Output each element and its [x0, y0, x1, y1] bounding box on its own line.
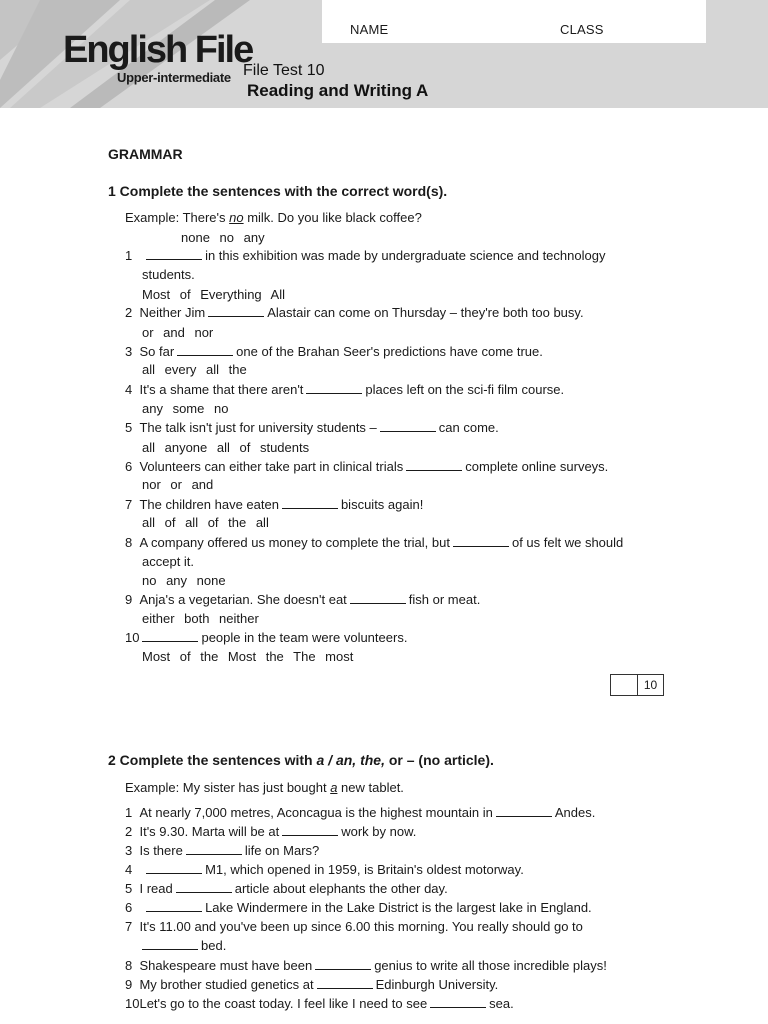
ex1-item-10	[125, 630, 407, 645]
item-text: At nearly 7,000 metres, Aconcagua is the highest mountain in	[139, 805, 493, 820]
item-text: genius to write all those incredible plays!	[374, 958, 607, 973]
brand-level: Upper-intermediate	[117, 70, 231, 85]
answer-blank[interactable]	[146, 248, 202, 260]
item-text: of us felt we should	[511, 535, 624, 550]
answer-blank[interactable]	[315, 958, 371, 970]
item-number: 10	[125, 630, 140, 645]
exercise-1-instruction: 1 Complete the sentences with the correct word(s).	[108, 183, 448, 199]
item-text: fish or meat.	[408, 592, 481, 607]
exercise-2-example	[125, 780, 404, 795]
item-number: 7	[125, 497, 133, 512]
header-corner-curve	[708, 0, 768, 108]
item-text: life on Mars?	[244, 843, 320, 858]
example-options: none no any	[181, 230, 265, 245]
item-text: complete online surveys.	[465, 459, 609, 474]
ex1-item-10-options: Most of the Most the The most	[142, 649, 354, 664]
ex2-item-1	[125, 805, 595, 820]
item-text: work by now.	[341, 824, 417, 839]
example-answer: a	[330, 780, 338, 795]
ex2-item-2	[125, 824, 416, 839]
item-text: in this exhibition was made by undergraduate science and technology	[205, 248, 606, 263]
item-text: M1, which opened in 1959, is Britain's oldest motorway.	[205, 862, 524, 877]
item-text: Shakespeare must have been	[139, 958, 313, 973]
ex1-item-6-options: nor or and	[142, 477, 214, 492]
answer-blank[interactable]	[496, 805, 552, 817]
item-number: 9	[125, 977, 133, 992]
item-text: Andes.	[554, 805, 596, 820]
exercise-1-example	[125, 210, 422, 225]
item-number: 10	[125, 996, 140, 1011]
answer-blank[interactable]	[430, 996, 486, 1008]
item-text: places left on the sci-fi film course.	[365, 382, 565, 397]
item-number: 8	[125, 958, 133, 973]
ex1-item-5	[125, 420, 499, 435]
test-number: File Test 10	[243, 62, 325, 79]
answer-blank[interactable]	[350, 592, 406, 604]
name-label: NAME	[350, 22, 389, 37]
item-text: So far	[139, 344, 175, 359]
example-text: Example: There's	[125, 210, 230, 225]
example-answer: no	[229, 210, 244, 225]
ex1-item-2	[125, 305, 584, 320]
item-number: 9	[125, 592, 133, 607]
item-number: 5	[125, 420, 133, 435]
item-text: can come.	[438, 420, 499, 435]
item-text: Anja's a vegetarian. She doesn't eat	[139, 592, 347, 607]
item-number: 4	[125, 382, 133, 397]
item-number: 6	[125, 459, 133, 474]
instruction-text: 2 Complete the sentences with	[108, 752, 317, 768]
item-number: 7	[125, 919, 133, 934]
item-text: people in the team were volunteers.	[201, 630, 408, 645]
class-label: CLASS	[560, 22, 604, 37]
item-text: Volunteers can either take part in clinical trials	[139, 459, 404, 474]
ex1-item-5-options: all anyone all of students	[142, 440, 310, 455]
item-text: Alastair can come on Thursday – they're both too busy.	[267, 305, 584, 320]
instruction-text: or – (no article).	[384, 752, 494, 768]
answer-blank[interactable]	[176, 881, 232, 893]
ex1-item-7	[125, 497, 423, 512]
page-header	[0, 0, 768, 108]
item-text: A company offered us money to complete the trial, but	[139, 535, 450, 550]
ex1-item-1-cont: students.	[142, 267, 195, 282]
item-text: sea.	[489, 996, 514, 1011]
answer-blank[interactable]	[186, 843, 242, 855]
ex1-item-3	[125, 344, 543, 359]
ex1-item-8-cont: accept it.	[142, 554, 195, 569]
item-text: bed.	[201, 938, 227, 953]
example-text: Example: My sister has just bought	[125, 780, 331, 795]
item-text: It's 9.30. Marta will be at	[139, 824, 280, 839]
item-number: 6	[125, 900, 133, 915]
item-number: 5	[125, 881, 133, 896]
item-text: The children have eaten	[139, 497, 279, 512]
ex2-item-8	[125, 958, 607, 973]
item-text: biscuits again!	[340, 497, 424, 512]
item-number: 2	[125, 824, 133, 839]
ex1-item-9	[125, 592, 480, 607]
ex2-item-6	[125, 900, 592, 915]
item-text: Is there	[139, 843, 183, 858]
test-subtitle: Reading and Writing A	[247, 81, 429, 100]
item-text: I read	[139, 881, 173, 896]
ex1-item-7-options: all of all of the all	[142, 515, 269, 530]
answer-blank[interactable]	[146, 862, 202, 874]
item-text: Lake Windermere in the Lake District is the largest lake in England.	[205, 900, 592, 915]
answer-blank[interactable]	[306, 382, 362, 394]
answer-blank[interactable]	[146, 900, 202, 912]
ex1-item-2-options: or and nor	[142, 325, 214, 340]
ex1-item-9-options: either both neither	[142, 611, 259, 626]
ex1-item-3-options: all every all the	[142, 362, 247, 377]
ex1-item-4-options: any some no	[142, 401, 229, 416]
answer-blank[interactable]	[282, 824, 338, 836]
ex1-item-6	[125, 459, 608, 474]
item-text: It's 11.00 and you've been up since 6.00 this morning. You really should go to	[139, 919, 583, 934]
item-number: 2	[125, 305, 133, 320]
answer-blank[interactable]	[282, 497, 338, 509]
ex2-item-3	[125, 843, 319, 858]
item-text: Neither Jim	[139, 305, 206, 320]
ex2-item-10	[125, 996, 514, 1011]
answer-blank[interactable]	[208, 305, 264, 317]
item-number: 1	[125, 805, 133, 820]
item-number: 1	[125, 248, 133, 263]
item-text: article about elephants the other day.	[234, 881, 448, 896]
example-text: new tablet.	[337, 780, 404, 795]
ex2-item-4	[125, 862, 524, 877]
brand-logo: English File	[63, 29, 253, 71]
exercise-1-score-box[interactable]	[610, 674, 664, 696]
section-heading-grammar: GRAMMAR	[108, 146, 183, 162]
answer-blank[interactable]	[406, 459, 462, 471]
item-text: The talk isn't just for university students –	[139, 420, 377, 435]
exercise-2-instruction	[108, 752, 494, 768]
ex1-item-1	[125, 248, 605, 263]
item-number: 3	[125, 843, 133, 858]
answer-blank[interactable]	[453, 535, 509, 547]
item-number: 4	[125, 862, 133, 877]
ex1-item-1-options: Most of Everything All	[142, 287, 285, 302]
ex1-item-8-options: no any none	[142, 573, 226, 588]
answer-blank[interactable]	[142, 938, 198, 950]
example-text: milk. Do you like black coffee?	[243, 210, 422, 225]
ex2-item-9	[125, 977, 498, 992]
item-text: Let's go to the coast today. I feel like I need to see	[139, 996, 428, 1011]
item-text: Edinburgh University.	[375, 977, 499, 992]
answer-blank[interactable]	[142, 630, 198, 642]
item-text: one of the Brahan Seer's predictions have come true.	[236, 344, 543, 359]
instruction-italic: a / an, the,	[316, 752, 385, 768]
item-text: It's a shame that there aren't	[139, 382, 304, 397]
answer-blank[interactable]	[317, 977, 373, 989]
item-number: 3	[125, 344, 133, 359]
item-text: My brother studied genetics at	[139, 977, 314, 992]
score-entry[interactable]	[611, 675, 638, 695]
answer-blank[interactable]	[380, 420, 436, 432]
ex2-item-5	[125, 881, 448, 896]
answer-blank[interactable]	[177, 344, 233, 356]
ex2-item-7	[125, 919, 583, 934]
ex1-item-4	[125, 382, 564, 397]
score-total: 10	[643, 678, 658, 692]
ex2-item-7-cont	[142, 938, 226, 953]
item-number: 8	[125, 535, 133, 550]
ex1-item-8	[125, 535, 623, 550]
